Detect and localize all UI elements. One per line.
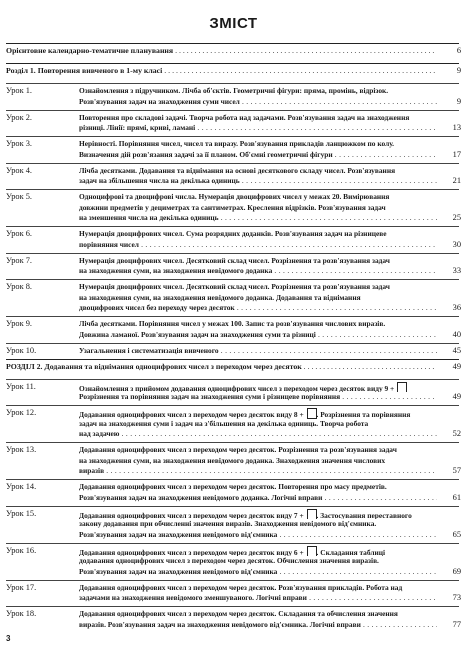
page-reference: 69 [452,566,461,576]
description-line: на зменшення числа на декілька одиниць . . . [79,213,437,224]
lesson-label: Урок 4. [6,165,33,175]
description-line: Розв'язування задач на знаходження невідомого від'ємника . . . [79,530,437,541]
row-separator [6,405,459,406]
page-reference: 21 [452,176,461,185]
lesson-description [79,139,437,160]
page-reference: 52 [452,429,461,438]
description-line: задач на збільшення числа на декілька одиниць . . . [79,176,437,187]
row-separator [6,136,459,137]
description-line: Розрізнення та порівняння задач на знаходження суми і різницеве порівняння . . . [79,392,437,403]
description-line: задач на знаходження суми і задач на з'більшення на декілька одиниць. Творча робота [79,418,369,428]
lesson-label: Урок 7. [6,255,33,265]
page-reference: 65 [452,529,461,539]
description-line: Нумерація двоцифрових чисел. Сума розрядних доданків. Розв'язування задач на різницеве [79,229,387,238]
lesson-label: Урок 14. [6,482,37,491]
lesson-description [79,482,437,503]
description-line: Одноцифрові та двоцифрові числа. Нумерація двоцифрових чисел у межах 20. Вимірювання [79,192,390,201]
lesson-description [79,282,437,314]
page-reference: 61 [452,492,461,502]
description-line: Нерівності. Порівняння чисел, чисел та виразу. Розв'язування прикладів ланцюжком по колу. [79,139,395,148]
description-line: виразів. Розв'язування задач на знаходження невідомого від'ємника. Логічні вправи . . . [79,620,437,631]
empty-box-icon [397,382,407,393]
page-title: ЗМІСТ [209,15,258,32]
row-separator [6,343,459,344]
description-line: Додавання одноцифрових чисел з переходом через десяток виду 8 + . Розрізнення та порівняння [79,410,411,419]
row-separator [6,83,459,84]
row-separator [6,606,459,607]
description-line: додавання одноцифрових чисел з переходом через десяток. Обчислення значення виразів. [79,556,379,565]
page-reference: 45 [452,345,461,355]
row-separator [6,479,459,480]
page-reference: 36 [452,303,461,312]
description-line: Нумерація двоцифрових чисел. Десятковий склад чисел. Розрізнення та розв'язування задач [79,255,390,265]
description-line: Нумерація двоцифрових чисел. Десятковий склад чисел. Розрізнення та розв'язування задач [79,282,390,291]
lesson-label: Урок 11. [6,381,36,391]
lesson-label: Урок 13. [6,445,37,454]
empty-box-icon [307,408,317,419]
lesson-description [79,445,437,477]
lesson-label: Урок 3. [6,139,33,148]
description-line: Ознайомлення з прийомом додавання одноцифрових чисел з переходом через десяток виду 9 + [79,382,437,393]
description-line: Додавання одноцифрових чисел з переходом через десяток. Розв'язування прикладів. Робота над [79,582,403,592]
lesson-description [79,86,437,107]
row-separator [6,316,459,317]
page-reference: 9 [456,96,461,106]
description-line: Додавання одноцифрових чисел з переходом через десяток. Розрізнення та розв'язування задач [79,445,397,454]
description-line: Додавання одноцифрових чисел з переходом через десяток виду 6 + . Складання таблиці [79,547,386,556]
lesson-label: Урок 9. [6,319,33,328]
description-line: Довжина ламаної. Розв'язування задач на знаходження суми та різниці . . . [79,330,437,341]
page-reference: 6 [456,46,461,55]
page-reference: 13 [452,123,461,132]
page-reference: 73 [452,593,461,602]
page-reference: 49 [452,392,461,401]
page-reference: 9 [456,66,461,75]
row-separator [6,543,459,544]
row-separator [6,253,459,254]
row-separator [6,580,459,581]
description-line: над задачею . . . [79,429,437,440]
description-line: Розв'язування задач на знаходження невідомого від'ємника . . . [79,567,437,578]
empty-box-icon [307,546,317,557]
description-line: Розв'язування задач на знаходження невідомого доданка. Логічні вправи . . . [79,493,437,504]
row-separator [6,163,459,164]
row-separator [6,110,459,111]
lesson-description [79,382,437,403]
page-reference: 30 [452,239,461,249]
description-line: Розв'язування задач на знаходження суми чисел . . . [79,97,437,108]
page-reference: 40 [452,329,461,339]
lesson-label: Урок 16. [6,545,37,555]
row-separator [6,359,459,360]
description-line: Додавання одноцифрових чисел з переходом через десяток. Складання та обчислення значення [79,609,398,618]
description-line: порівняння чисел . . . [79,240,437,251]
lesson-description [79,609,437,630]
row-separator [6,506,459,507]
lesson-description [79,509,437,541]
row-separator [6,63,459,64]
description-line: Узагальнення і систематизація вивченого . . . [79,346,437,357]
page-reference: 25 [452,213,461,222]
description-line: Визначення дій розв'язання задачі за її планом. Об'ємні геометричні фігури . . . [79,150,437,161]
description-line: Додавання одноцифрових чисел з переходом через десяток. Повторення про масу предметів. [79,482,387,491]
description-line: довжини предметів у дециметрах та сантиметрах. Креслення відрізків. Розв'язування задач [79,202,386,212]
lesson-description [79,319,437,340]
lesson-description [79,546,437,578]
description-line: різниці. Лінії: прямі, криві, ламані . . . [79,123,437,134]
lesson-label: Урок 12. [6,408,37,417]
description-line: задачами на знаходження невідомого зменшуваного. Логічні вправи . . . [79,593,437,604]
lesson-description [79,256,437,277]
row-separator [6,43,459,44]
description-line: Лічба десятками. Порівняння чисел у межах 100. Запис та розв'язування числових виразів. [79,319,386,328]
description-line: двоцифрових чисел без переходу через десяток . . . [79,303,437,314]
lesson-label: Урок 5. [6,192,33,201]
lesson-description [79,166,437,187]
page-number: 3 [6,634,11,643]
description-line: Додавання одноцифрових чисел з переходом через десяток виду 7 + . Застосування переставного [79,510,412,519]
lesson-label: Урок 8. [6,282,33,291]
lesson-description [79,113,437,134]
description-line: закону додавання при обчисленні значення виразів. Знаходження невідомого від'ємника. [79,519,377,528]
description-line: на знаходження суми, на знаходження невідомого доданка. Знаходження значення числових [79,455,386,465]
page-reference: 77 [452,619,461,629]
lesson-label: Урок 15. [6,508,37,518]
description-line: виразів . . . [79,466,437,477]
lesson-description [79,583,437,604]
section-title: Розділ 1. Повторення вивченого в 1-му класі . . . [6,66,436,77]
lesson-label: Урок 18. [6,609,37,618]
page-reference: 57 [452,466,461,475]
lesson-description [79,408,437,440]
section-title: Орієнтовне календарно-тематичне планування . . . [6,46,436,57]
lesson-description [79,229,437,250]
description-line: на знаходження суми, на знаходження невідомого доданка. Додавання та віднімання [79,292,361,302]
page-reference: 17 [452,149,461,159]
row-separator [6,189,459,190]
row-separator [6,379,459,380]
description-line: на знаходження суми, на знаходження невідомого доданка . . . [79,266,437,277]
lesson-label: Урок 1. [6,86,33,95]
lesson-label: Урок 17. [6,582,37,592]
lesson-description [79,346,437,357]
row-separator [6,442,459,443]
row-separator [6,226,459,227]
description-line: Ознайомлення з підручником. Лічба об'єктів. Геометричні фігури: пряма, промінь, відрізок. [79,86,389,95]
page-reference: 49 [452,361,461,371]
page-reference: 33 [452,266,461,275]
row-separator [6,279,459,280]
lesson-description [79,192,437,224]
section-title: РОЗДІЛ 2. Додавання та віднімання одноцифрових чисел з переходом через десяток . . . [6,362,436,373]
description-line: Повторення про складові задачі. Творча робота над задачами. Розв'язування задач на знаходження [79,112,410,122]
empty-box-icon [307,509,317,520]
description-line: Лічба десятками. Додавання та віднімання на основі десяткового складу чисел. Розв'язування [79,165,396,175]
lesson-label: Урок 2. [6,112,33,122]
lesson-label: Урок 6. [6,229,33,238]
lesson-label: Урок 10. [6,345,37,355]
